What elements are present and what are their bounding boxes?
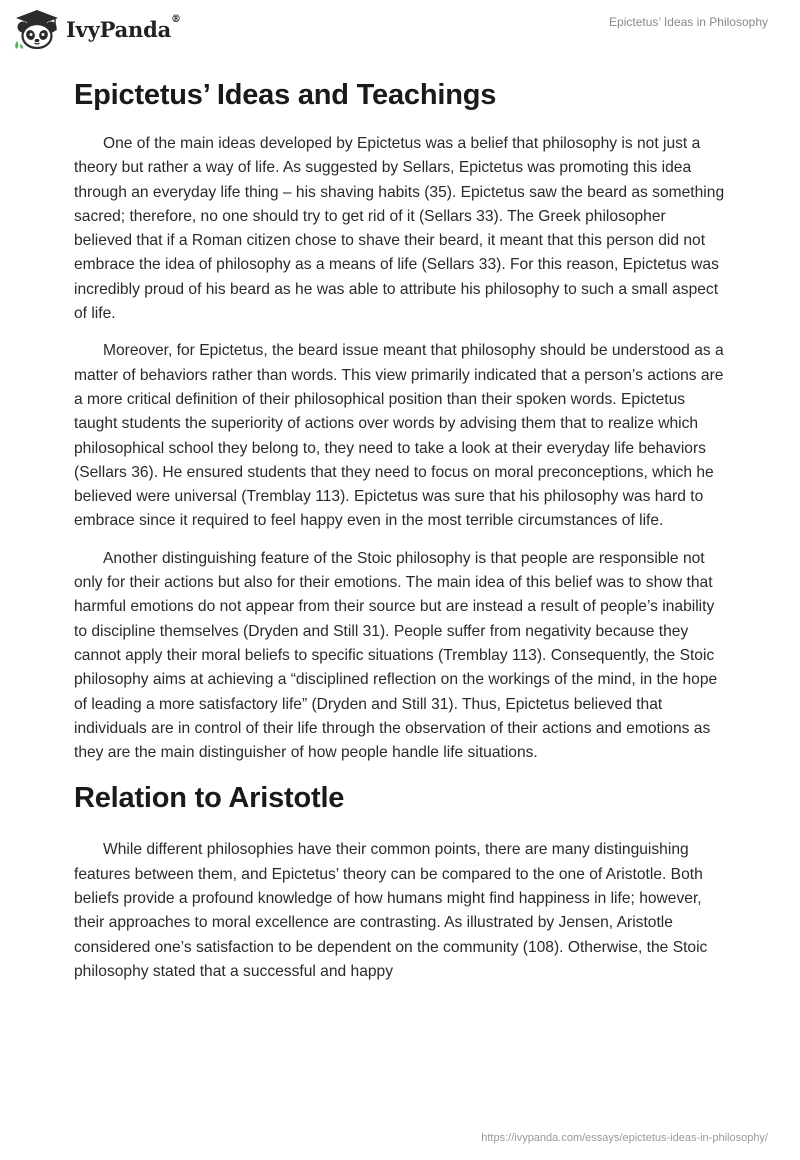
document-title: Epictetus’ Ideas in Philosophy	[609, 15, 768, 29]
panda-logo-icon	[14, 9, 60, 49]
registered-mark: ®	[171, 13, 181, 25]
section-heading-ideas: Epictetus’ Ideas and Teachings	[74, 79, 497, 111]
paragraph: Moreover, for Epictetus, the beard issue meant that philosophy should be understood as a matter of behaviors rather than words. This view primarily indicated that a person’s actions are a more critical definition of their philosophical position than their spoken words. Epictetus taught students the superiority of actions over words by advising them that to realize which philosophical school they belong to, they need to take a look at their everyday life behaviors (Sellars 36). He ensured students that they need to focus on moral preconceptions, which he believed were universal (Tremblay 113). Epictetus was sure that his philosophy was hard to embrace since it required to feel happy even in the most terrible circumstances of life.	[74, 342, 724, 530]
essay-content	[74, 70, 728, 997]
brand-logo[interactable]	[14, 9, 181, 49]
paragraph: Another distinguishing feature of the Stoic philosophy is that people are responsible not only for their actions but also for their emotions. The main idea of this belief was to show that harmful emotions do not appear from their source but are instead a result of people’s inability to discipline themselves (Dryden and Still 31). People suffer from negativity because they cannot apply their moral beliefs to specific situations (Tremblay 113). Consequently, the Stoic philosophy aims at achieving a “disciplined reflection on the workings of the mind, in the hope of leading a more satisfactory life” (Dryden and Still 31). Thus, Epictetus believed that individuals are in control of their life through the observation of their actions and emotions as they are the main distinguisher of how people handle life situations.	[74, 549, 718, 762]
source-url-link[interactable]: https://ivypanda.com/essays/epictetus-ideas-in-philosophy/	[481, 1132, 768, 1144]
section-heading-aristotle: Relation to Aristotle	[74, 782, 345, 815]
paragraph: While different philosophies have their common points, there are many distinguishing features between them, and Epictetus’ theory can be compared to the one of Aristotle. Both beliefs provide a profound knowledge of how humans might find happiness in life; however, their approaches to moral excellence are contrasting. As illustrated by Jensen, Aristotle considered one’s satisfaction to be dependent on the community (108). Otherwise, the Stoic philosophy stated that a successful and happy	[74, 841, 708, 980]
page-header	[0, 0, 800, 56]
paragraph: One of the main ideas developed by Epictetus was a belief that philosophy is not just a theory but rather a way of life. As suggested by Sellars, Epictetus was promoting this idea through an everyday life thing – his shaving habits (35). Epictetus saw the beard as something sacred; therefore, no one should try to get rid of it (Sellars 33). The Greek philosopher believed that if a Roman citizen chose to shave their beard, it meant that this person did not embrace the idea of philosophy as a means of life (Sellars 33). For this reason, Epictetus was incredibly proud of his beard as he was able to attribute his philosophy to such a small aspect of life.	[74, 135, 725, 323]
brand-name: IvyPanda®	[66, 13, 181, 42]
